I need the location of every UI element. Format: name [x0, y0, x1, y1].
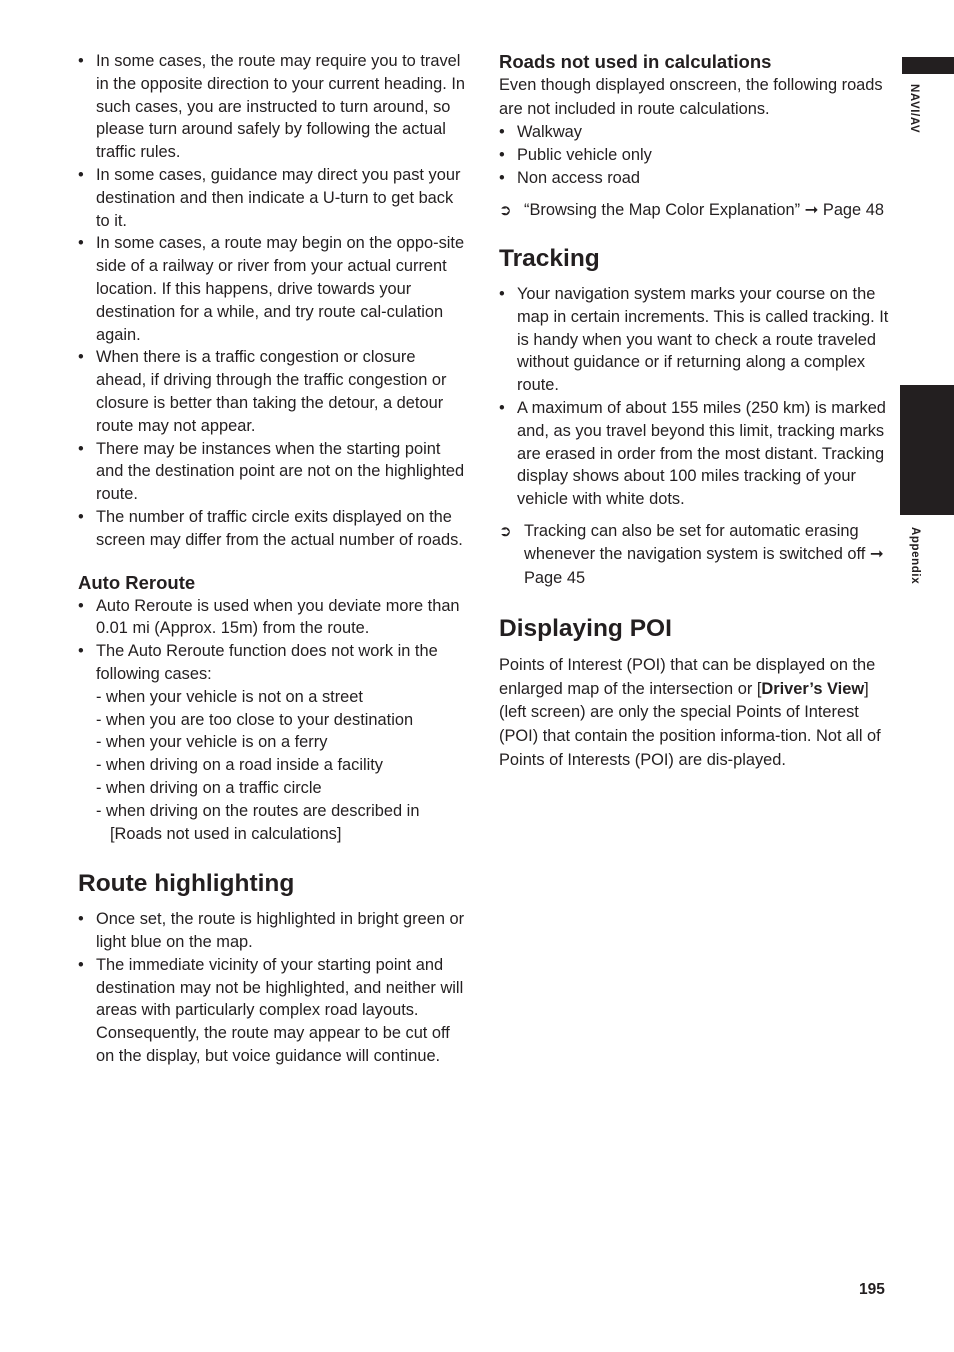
roads-not-used-intro: Even though displayed onscreen, the following roads are not included in route calculations. [499, 76, 883, 118]
list-item: • Walkway [499, 121, 891, 144]
navi-av-tab-label: NAVI/AV [908, 84, 920, 134]
list-item: • Non access road [499, 167, 891, 190]
list-item: • In some cases, a route may begin on the oppo-site side of a railway or river from your actual current location. If this happens, drive towards your destination for a while, and try route cal-culation again. [78, 232, 470, 346]
list-item: • Your navigation system marks your course on the map in certain increments. This is called tracking. It is handy when you want to check a route traveled without guidance or if returning along a complex route. [499, 283, 891, 397]
case-item: - when driving on a traffic circle [96, 778, 322, 797]
list-item: • Auto Reroute is used when you deviate more than 0.01 mi (Approx. 15m) from the route. [78, 595, 470, 641]
tracking-list [499, 283, 891, 511]
drivers-view-label: Driver’s View [761, 679, 865, 698]
navi-av-tab-marker [902, 57, 954, 74]
reference-arrow-icon: ➲ [499, 201, 512, 219]
case-item: - when you are too close to your destination [96, 710, 414, 729]
reference-arrow-icon: ➲ [499, 522, 512, 540]
poi-text-part: ] (left screen) are only the special Points of Interest (POI) that contain the position informa-tion. Not all of Points of Interests (POI) are dis-played. [499, 679, 881, 769]
reference-text: “Browsing the Map Color Explanation” ➞ Page 48 [524, 200, 884, 219]
list-item: • A maximum of about 155 miles (250 km) is marked and, as you travel beyond this limit, tracking marks are erased in order from the most distant. Tracking display shows about 100 miles tracking of your vehicle with white dots. [499, 397, 891, 511]
list-item: • In some cases, guidance may direct you past your destination and then indicate a U-turn to get back to it. [78, 164, 470, 232]
displaying-poi-text [499, 654, 891, 772]
poi-text-part: Points of Interest (POI) that can be displayed on the enlarged map of the intersection or [ [499, 656, 876, 698]
case-item: - when your vehicle is on a ferry [96, 733, 328, 752]
route-highlighting-heading: Route highlighting [78, 870, 295, 898]
list-item: • In some cases, the route may require you to travel in the opposite direction to your current heading. In such cases, you are instructed to turn around, so please turn around safely by following the actual traffic rules. [78, 50, 470, 164]
left-column [78, 50, 470, 1068]
roads-not-used-list [499, 121, 891, 189]
list-item: • The immediate vicinity of your starting point and destination may not be highlighted, and neither will areas with particularly complex road layouts. Consequently, the route may appear to be cut off on the display, but voice guidance will continue. [78, 954, 470, 1068]
list-item: • The number of traffic circle exits displayed on the screen may differ from the actual number of roads. [78, 506, 470, 552]
list-item-text: The Auto Reroute function does not work in the following cases: [96, 642, 438, 683]
case-item: - when your vehicle is not on a street [96, 687, 363, 706]
case-item: - when driving on the routes are described in [Roads not used in calculations] [96, 801, 420, 843]
auto-reroute-heading: Auto Reroute [78, 571, 196, 593]
intro-bullet-list [78, 50, 470, 552]
list-item [78, 640, 470, 845]
roads-not-used-heading: Roads not used in calculations [499, 51, 772, 72]
reference-text: Tracking can also be set for automatic erasing whenever the navigation system is switched off ➞ Page 45 [524, 521, 884, 587]
list-item: • Once set, the route is highlighted in bright green or light blue on the map. [78, 908, 470, 954]
list-item: • When there is a traffic congestion or closure ahead, if driving through the traffic congestion or closure is better than taking the detour, a detour route may not appear. [78, 346, 470, 437]
list-item: • Public vehicle only [499, 144, 891, 167]
appendix-tab-label: Appendix [909, 527, 921, 585]
appendix-tab-marker [900, 385, 954, 515]
case-item: - when driving on a road inside a facility [96, 756, 383, 775]
displaying-poi-heading: Displaying POI [499, 615, 672, 643]
list-item: • There may be instances when the starting point and the destination point are not on the highlighted route. [78, 438, 470, 506]
tracking-reference [499, 520, 891, 590]
page-number: 195 [859, 1281, 885, 1298]
reroute-cases-list [96, 686, 470, 846]
auto-reroute-list [78, 595, 470, 846]
map-color-reference [499, 199, 891, 222]
route-highlighting-list [78, 908, 470, 1068]
right-column [499, 50, 891, 772]
tracking-heading: Tracking [499, 244, 600, 272]
